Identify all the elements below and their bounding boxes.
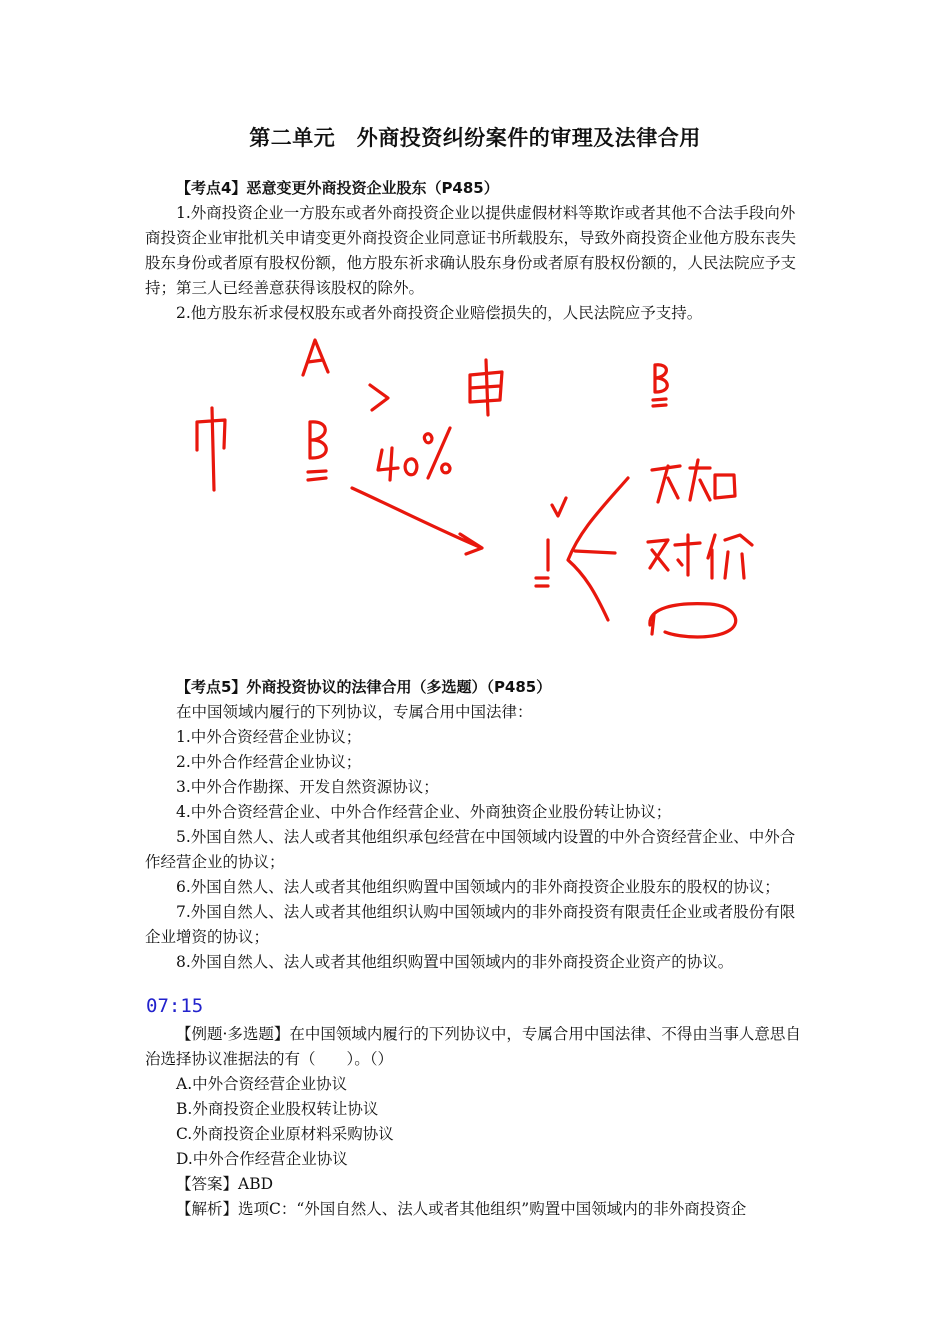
list-item: 3.中外合作勘探、开发自然资源协议； — [176, 778, 439, 796]
section-heading: 【考点5】外商投资协议的法律合用（多选题）（P485） — [176, 678, 552, 696]
section-example — [145, 1022, 810, 1222]
page-title: 第二单元 外商投资纠纷案件的审理及法律合用 — [249, 126, 701, 150]
option-item: B.外商投资企业股权转让协议 — [176, 1100, 379, 1118]
option-item: C.外商投资企业原材料采购协议 — [176, 1125, 394, 1143]
handwriting-bracket-tick — [575, 551, 615, 553]
section-applicable-law — [145, 675, 810, 975]
handwriting-arrow — [352, 488, 482, 554]
list-item: 5.外国自然人、法人或者其他组织承包经营在中国领域内设置的中外合资经营企业、中外合作经营企业的协议； — [145, 828, 796, 871]
handwriting-40-percent — [378, 428, 450, 480]
handwriting-buzhi — [652, 460, 735, 502]
option-item: A.中外合资经营企业协议 — [176, 1075, 348, 1093]
answer: 【答案】ABD — [176, 1175, 274, 1193]
list-item: 7.外国自然人、法人或者其他组织认购中国领域内的非外商投资有限责任企业或者股份有限企业增资的协议； — [145, 903, 796, 946]
handwritten-annotation-drawing — [170, 330, 770, 650]
list-item: 8.外国自然人、法人或者其他组织购置中国领域内的非外商投资企业资产的协议。 — [176, 953, 734, 971]
paragraph: 在中国领域内履行的下列协议，专属合用中国法律： — [176, 703, 533, 721]
analysis: 【解析】选项C：“外国自然人、法人或者其他组织”购置中国领域内的非外商投资企 — [176, 1200, 747, 1218]
handwriting-wu-loop — [650, 604, 736, 637]
handwriting-greater-than — [370, 385, 388, 410]
handwriting-jia — [470, 360, 502, 415]
option-item: D.中外合作经营企业协议 — [176, 1150, 348, 1168]
list-item: 1.中外合资经营企业协议； — [176, 728, 362, 746]
list-item: 4.中外合资经营企业、中外合作经营企业、外商独资企业股份转让协议； — [176, 803, 672, 821]
handwriting-A-bar — [308, 360, 323, 362]
paragraph: 1.外商投资企业一方股东或者外商投资企业以提供虚假材料等欺诈或者其他不合法手段向外商投资企业审批机关申请变更外商投资企业同意证书所载股东，导致外商投资企业他方股东丧失股东身份或者原有股权份额，他方股东祈求确认股东身份或者原有股权份额的，人民法院应予支持；第三人已经善意获得该股权的除外。 — [145, 204, 797, 297]
example-question: 【例题·多选题】在中国领域内履行的下列协议中，专属合用中国法律、不得由当事人意思自治选择协议准据法的有（ ）。（） — [145, 1025, 801, 1068]
handwriting-zhong — [197, 408, 225, 490]
handwriting-duijia — [648, 535, 752, 578]
handwriting-bracket — [568, 478, 628, 620]
paragraph: 2.他方股东祈求侵权股东或者外商投资企业赔偿损失的，人民法院应予支持。 — [176, 304, 703, 322]
handwriting-C — [536, 498, 566, 586]
handwriting-B-mid — [308, 422, 326, 480]
section-heading: 【考点4】恶意变更外商投资企业股东（P485） — [176, 179, 499, 197]
handwriting-A — [303, 340, 328, 375]
timestamp: 07:15 — [146, 995, 204, 1017]
list-item: 6.外国自然人、法人或者其他组织购置中国领域内的非外商投资企业股东的股权的协议； — [176, 878, 780, 896]
list-item: 2.中外合作经营企业协议； — [176, 753, 362, 771]
handwriting-B-top — [653, 365, 667, 406]
section-malicious-shareholder-change — [145, 176, 810, 326]
